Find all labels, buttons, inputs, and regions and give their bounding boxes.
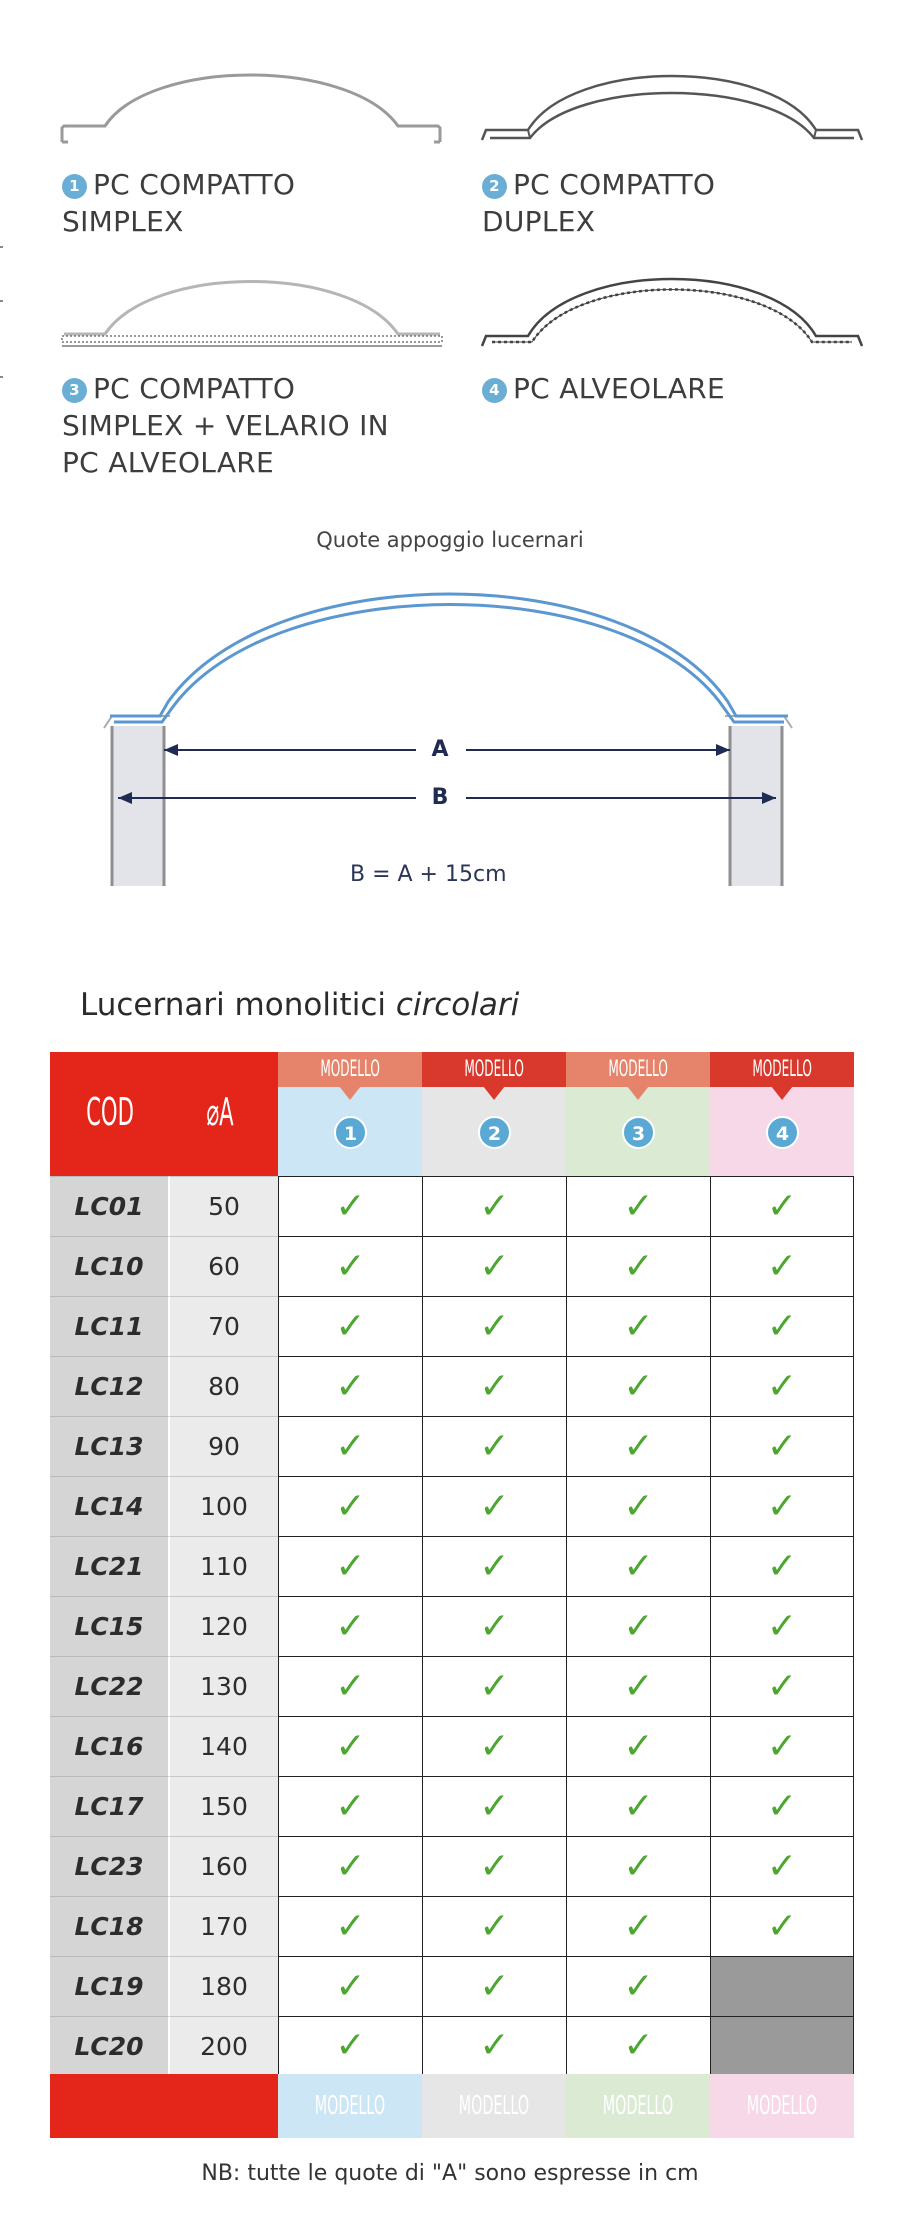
check-icon: ✓ <box>479 1725 510 1767</box>
table-footer-left <box>50 2074 278 2138</box>
model-header-tab <box>566 1052 710 1087</box>
profile-label-line: PC COMPATTO <box>513 168 716 201</box>
table-row <box>50 1296 855 1356</box>
check-icon: ✓ <box>479 1845 510 1887</box>
check-icon: ✓ <box>623 1425 654 1467</box>
cell-available <box>566 1896 710 1956</box>
cell-code: LC23 <box>50 1836 170 1896</box>
table-row <box>50 1476 855 1536</box>
cell-available <box>278 1956 422 2016</box>
cell-code: LC11 <box>50 1296 170 1356</box>
cell-available <box>422 1416 566 1476</box>
check-icon: ✓ <box>623 1845 654 1887</box>
cell-available <box>422 1296 566 1356</box>
model-header-arrow <box>627 1086 649 1100</box>
cell-available <box>278 1596 422 1656</box>
cell-available <box>278 2016 422 2076</box>
cell-available <box>422 1596 566 1656</box>
model-footer-label: MODELLO <box>314 2091 386 2121</box>
cell-available <box>710 1416 854 1476</box>
table-row <box>50 1896 855 1956</box>
cell-available <box>422 1656 566 1716</box>
check-icon: ✓ <box>335 1845 366 1887</box>
cell-available <box>422 1476 566 1536</box>
model-header-tab <box>278 1052 422 1087</box>
cell-available <box>710 1836 854 1896</box>
table-row <box>50 1776 855 1836</box>
dimension-a-label: A <box>431 737 449 762</box>
check-icon: ✓ <box>766 1725 798 1767</box>
check-icon: ✓ <box>623 2025 654 2066</box>
cell-available <box>566 1836 710 1896</box>
check-icon: ✓ <box>479 1245 510 1287</box>
cell-available <box>278 1296 422 1356</box>
header-diameter: ⌀A <box>206 1090 234 1134</box>
model-header-tab <box>422 1052 566 1087</box>
profile-label-2 <box>482 166 715 240</box>
table-row <box>50 1356 855 1416</box>
cell-available <box>710 1656 854 1716</box>
cell-available <box>422 1776 566 1836</box>
cell-available <box>422 2016 566 2076</box>
cell-available <box>278 1836 422 1896</box>
table-title-plain: Lucernari monolitici <box>80 987 386 1023</box>
cell-code: LC19 <box>50 1956 170 2016</box>
check-icon: ✓ <box>479 1965 510 2007</box>
check-icon: ✓ <box>623 1545 654 1587</box>
check-icon: ✓ <box>766 1425 798 1467</box>
check-icon: ✓ <box>335 1365 366 1407</box>
cell-available <box>566 1476 710 1536</box>
cell-code: LC15 <box>50 1596 170 1656</box>
check-icon: ✓ <box>479 1185 510 1227</box>
profile-label-line: SIMPLEX <box>62 205 184 238</box>
check-icon: ✓ <box>623 1245 654 1287</box>
page-mark <box>0 376 3 378</box>
check-icon: ✓ <box>335 1245 366 1287</box>
check-icon: ✓ <box>479 1485 510 1527</box>
model-header-label: MODELLO <box>464 1057 524 1082</box>
cell-available <box>278 1776 422 1836</box>
check-icon: ✓ <box>479 2025 510 2066</box>
profile-number-badge: 1 <box>62 174 87 199</box>
cell-available <box>710 1596 854 1656</box>
profile-duplex-drawing <box>480 58 865 150</box>
check-icon: ✓ <box>335 2025 366 2066</box>
cell-diameter: 170 <box>170 1896 278 1956</box>
cell-diameter: 110 <box>170 1536 278 1596</box>
model-footer-label: MODELLO <box>458 2091 530 2121</box>
check-icon: ✓ <box>335 1725 366 1767</box>
cell-code: LC12 <box>50 1356 170 1416</box>
model-header-tab <box>710 1052 854 1087</box>
check-icon: ✓ <box>766 1365 798 1407</box>
check-icon: ✓ <box>623 1305 654 1347</box>
cell-diameter: 80 <box>170 1356 278 1416</box>
profile-label-line: SIMPLEX + VELARIO IN <box>62 409 389 442</box>
cell-available <box>566 1656 710 1716</box>
cell-diameter: 70 <box>170 1296 278 1356</box>
cell-diameter: 150 <box>170 1776 278 1836</box>
page-mark <box>0 300 3 302</box>
cell-diameter: 180 <box>170 1956 278 2016</box>
check-icon: ✓ <box>766 1845 798 1887</box>
cell-available <box>710 1776 854 1836</box>
profile-alveolare-drawing <box>480 262 865 354</box>
cell-diameter: 120 <box>170 1596 278 1656</box>
cell-code: LC21 <box>50 1536 170 1596</box>
cell-available <box>710 1716 854 1776</box>
cell-diameter: 130 <box>170 1656 278 1716</box>
check-icon: ✓ <box>479 1425 510 1467</box>
model-header-arrow <box>483 1086 505 1100</box>
profile-simplex-velario-drawing <box>60 262 445 354</box>
check-icon: ✓ <box>335 1485 366 1527</box>
cell-diameter: 60 <box>170 1236 278 1296</box>
check-icon: ✓ <box>479 1545 510 1587</box>
model-number-badge: 2 <box>478 1116 511 1149</box>
cell-code: LC22 <box>50 1656 170 1716</box>
cell-not-available <box>710 2016 854 2076</box>
cell-available <box>566 1716 710 1776</box>
cell-diameter: 200 <box>170 2016 278 2076</box>
cell-available <box>422 1236 566 1296</box>
check-icon: ✓ <box>623 1365 654 1407</box>
check-icon: ✓ <box>766 1305 798 1347</box>
check-icon: ✓ <box>335 1905 366 1947</box>
table-row <box>50 2016 855 2076</box>
cell-available <box>278 1476 422 1536</box>
check-icon: ✓ <box>335 1305 366 1347</box>
profile-label-4 <box>482 370 725 407</box>
check-icon: ✓ <box>479 1605 510 1647</box>
cell-code: LC13 <box>50 1416 170 1476</box>
table-row <box>50 1536 855 1596</box>
check-icon: ✓ <box>623 1605 654 1647</box>
dimension-formula: B = A + 15cm <box>350 862 507 887</box>
model-footer-tab <box>566 2074 710 2138</box>
cell-available <box>422 1536 566 1596</box>
table-title <box>80 987 519 1023</box>
check-icon: ✓ <box>766 1785 798 1827</box>
cell-available <box>566 1296 710 1356</box>
cell-code: LC20 <box>50 2016 170 2076</box>
check-icon: ✓ <box>766 1485 798 1527</box>
cell-code: LC17 <box>50 1776 170 1836</box>
table-row <box>50 1956 855 2016</box>
cell-available <box>278 1416 422 1476</box>
model-number-badge: 3 <box>622 1116 655 1149</box>
model-number-badge: 4 <box>766 1116 799 1149</box>
profile-label-3 <box>62 370 389 481</box>
check-icon: ✓ <box>623 1725 654 1767</box>
check-icon: ✓ <box>766 1905 798 1947</box>
table-row <box>50 1596 855 1656</box>
table-title-italic: circolari <box>395 987 520 1023</box>
cell-available <box>422 1356 566 1416</box>
profile-label-1 <box>62 166 295 240</box>
cell-available <box>422 1716 566 1776</box>
check-icon: ✓ <box>335 1785 366 1827</box>
check-icon: ✓ <box>335 1425 366 1467</box>
check-icon: ✓ <box>335 1605 366 1647</box>
check-icon: ✓ <box>479 1665 510 1707</box>
table-row <box>50 1416 855 1476</box>
cell-available <box>710 1536 854 1596</box>
cell-available <box>566 1236 710 1296</box>
model-number-badge: 1 <box>334 1116 367 1149</box>
cell-available <box>278 1356 422 1416</box>
table-row <box>50 1836 855 1896</box>
check-icon: ✓ <box>335 1665 366 1707</box>
check-icon: ✓ <box>623 1185 654 1227</box>
check-icon: ✓ <box>479 1905 510 1947</box>
cell-available <box>422 1896 566 1956</box>
table-row <box>50 1716 855 1776</box>
cell-available <box>710 1296 854 1356</box>
cell-code: LC14 <box>50 1476 170 1536</box>
page-mark <box>0 246 3 248</box>
dimension-b-label: B <box>431 785 449 810</box>
table-row <box>50 1656 855 1716</box>
profile-label-line: PC COMPATTO <box>93 168 296 201</box>
profile-number-badge: 2 <box>482 174 507 199</box>
profile-label-line: PC ALVEOLARE <box>513 372 726 405</box>
model-footer-tab <box>710 2074 854 2138</box>
cell-available <box>278 1536 422 1596</box>
diagram-title: Quote appoggio lucernari <box>316 528 584 552</box>
profile-simplex-drawing <box>60 58 445 150</box>
check-icon: ✓ <box>623 1965 654 2007</box>
check-icon: ✓ <box>623 1905 654 1947</box>
cell-available <box>566 1776 710 1836</box>
check-icon: ✓ <box>766 1605 798 1647</box>
cell-diameter: 50 <box>170 1176 278 1236</box>
model-footer-tab <box>278 2074 422 2138</box>
model-footer-label: MODELLO <box>746 2091 818 2121</box>
check-icon: ✓ <box>766 1185 798 1227</box>
model-footer-label: MODELLO <box>602 2091 674 2121</box>
profile-label-line: PC COMPATTO <box>93 372 296 405</box>
check-icon: ✓ <box>479 1365 510 1407</box>
cell-diameter: 90 <box>170 1416 278 1476</box>
table-row <box>50 1176 855 1236</box>
cell-available <box>278 1716 422 1776</box>
cell-available <box>710 1356 854 1416</box>
cell-available <box>566 1536 710 1596</box>
cell-diameter: 140 <box>170 1716 278 1776</box>
cell-available <box>278 1236 422 1296</box>
check-icon: ✓ <box>623 1665 654 1707</box>
model-header-label: MODELLO <box>752 1057 812 1082</box>
check-icon: ✓ <box>766 1245 798 1287</box>
model-header-label: MODELLO <box>320 1057 380 1082</box>
cell-available <box>422 1836 566 1896</box>
check-icon: ✓ <box>766 1545 798 1587</box>
model-footer-tab <box>422 2074 566 2138</box>
check-icon: ✓ <box>623 1485 654 1527</box>
dimension-diagram <box>100 560 800 890</box>
cell-available <box>710 1176 854 1236</box>
footnote: NB: tutte le quote di "A" sono espresse in cm <box>201 2161 699 2186</box>
model-header-arrow <box>339 1086 361 1100</box>
profile-number-badge: 4 <box>482 378 507 403</box>
check-icon: ✓ <box>623 1785 654 1827</box>
cell-available <box>566 1356 710 1416</box>
cell-available <box>566 1176 710 1236</box>
cell-available <box>278 1896 422 1956</box>
cell-available <box>566 1416 710 1476</box>
check-icon: ✓ <box>479 1305 510 1347</box>
cell-available <box>710 1476 854 1536</box>
header-cod: COD <box>86 1090 134 1134</box>
table-row <box>50 1236 855 1296</box>
check-icon: ✓ <box>335 1185 366 1227</box>
cell-available <box>566 2016 710 2076</box>
profile-label-line: DUPLEX <box>482 205 596 238</box>
cell-available <box>278 1656 422 1716</box>
model-header-arrow <box>771 1086 793 1100</box>
cell-code: LC16 <box>50 1716 170 1776</box>
check-icon: ✓ <box>335 1965 366 2007</box>
cell-available <box>278 1176 422 1236</box>
cell-available <box>422 1956 566 2016</box>
check-icon: ✓ <box>335 1545 366 1587</box>
profile-label-line: PC ALVEOLARE <box>62 446 275 479</box>
check-icon: ✓ <box>479 1785 510 1827</box>
cell-available <box>566 1956 710 2016</box>
cell-available <box>422 1176 566 1236</box>
check-icon: ✓ <box>766 1665 798 1707</box>
cell-diameter: 100 <box>170 1476 278 1536</box>
cell-not-available <box>710 1956 854 2016</box>
cell-code: LC18 <box>50 1896 170 1956</box>
cell-available <box>566 1596 710 1656</box>
cell-diameter: 160 <box>170 1836 278 1896</box>
cell-available <box>710 1896 854 1956</box>
cell-available <box>710 1236 854 1296</box>
profile-number-badge: 3 <box>62 378 87 403</box>
model-header-label: MODELLO <box>608 1057 668 1082</box>
cell-code: LC01 <box>50 1176 170 1236</box>
cell-code: LC10 <box>50 1236 170 1296</box>
